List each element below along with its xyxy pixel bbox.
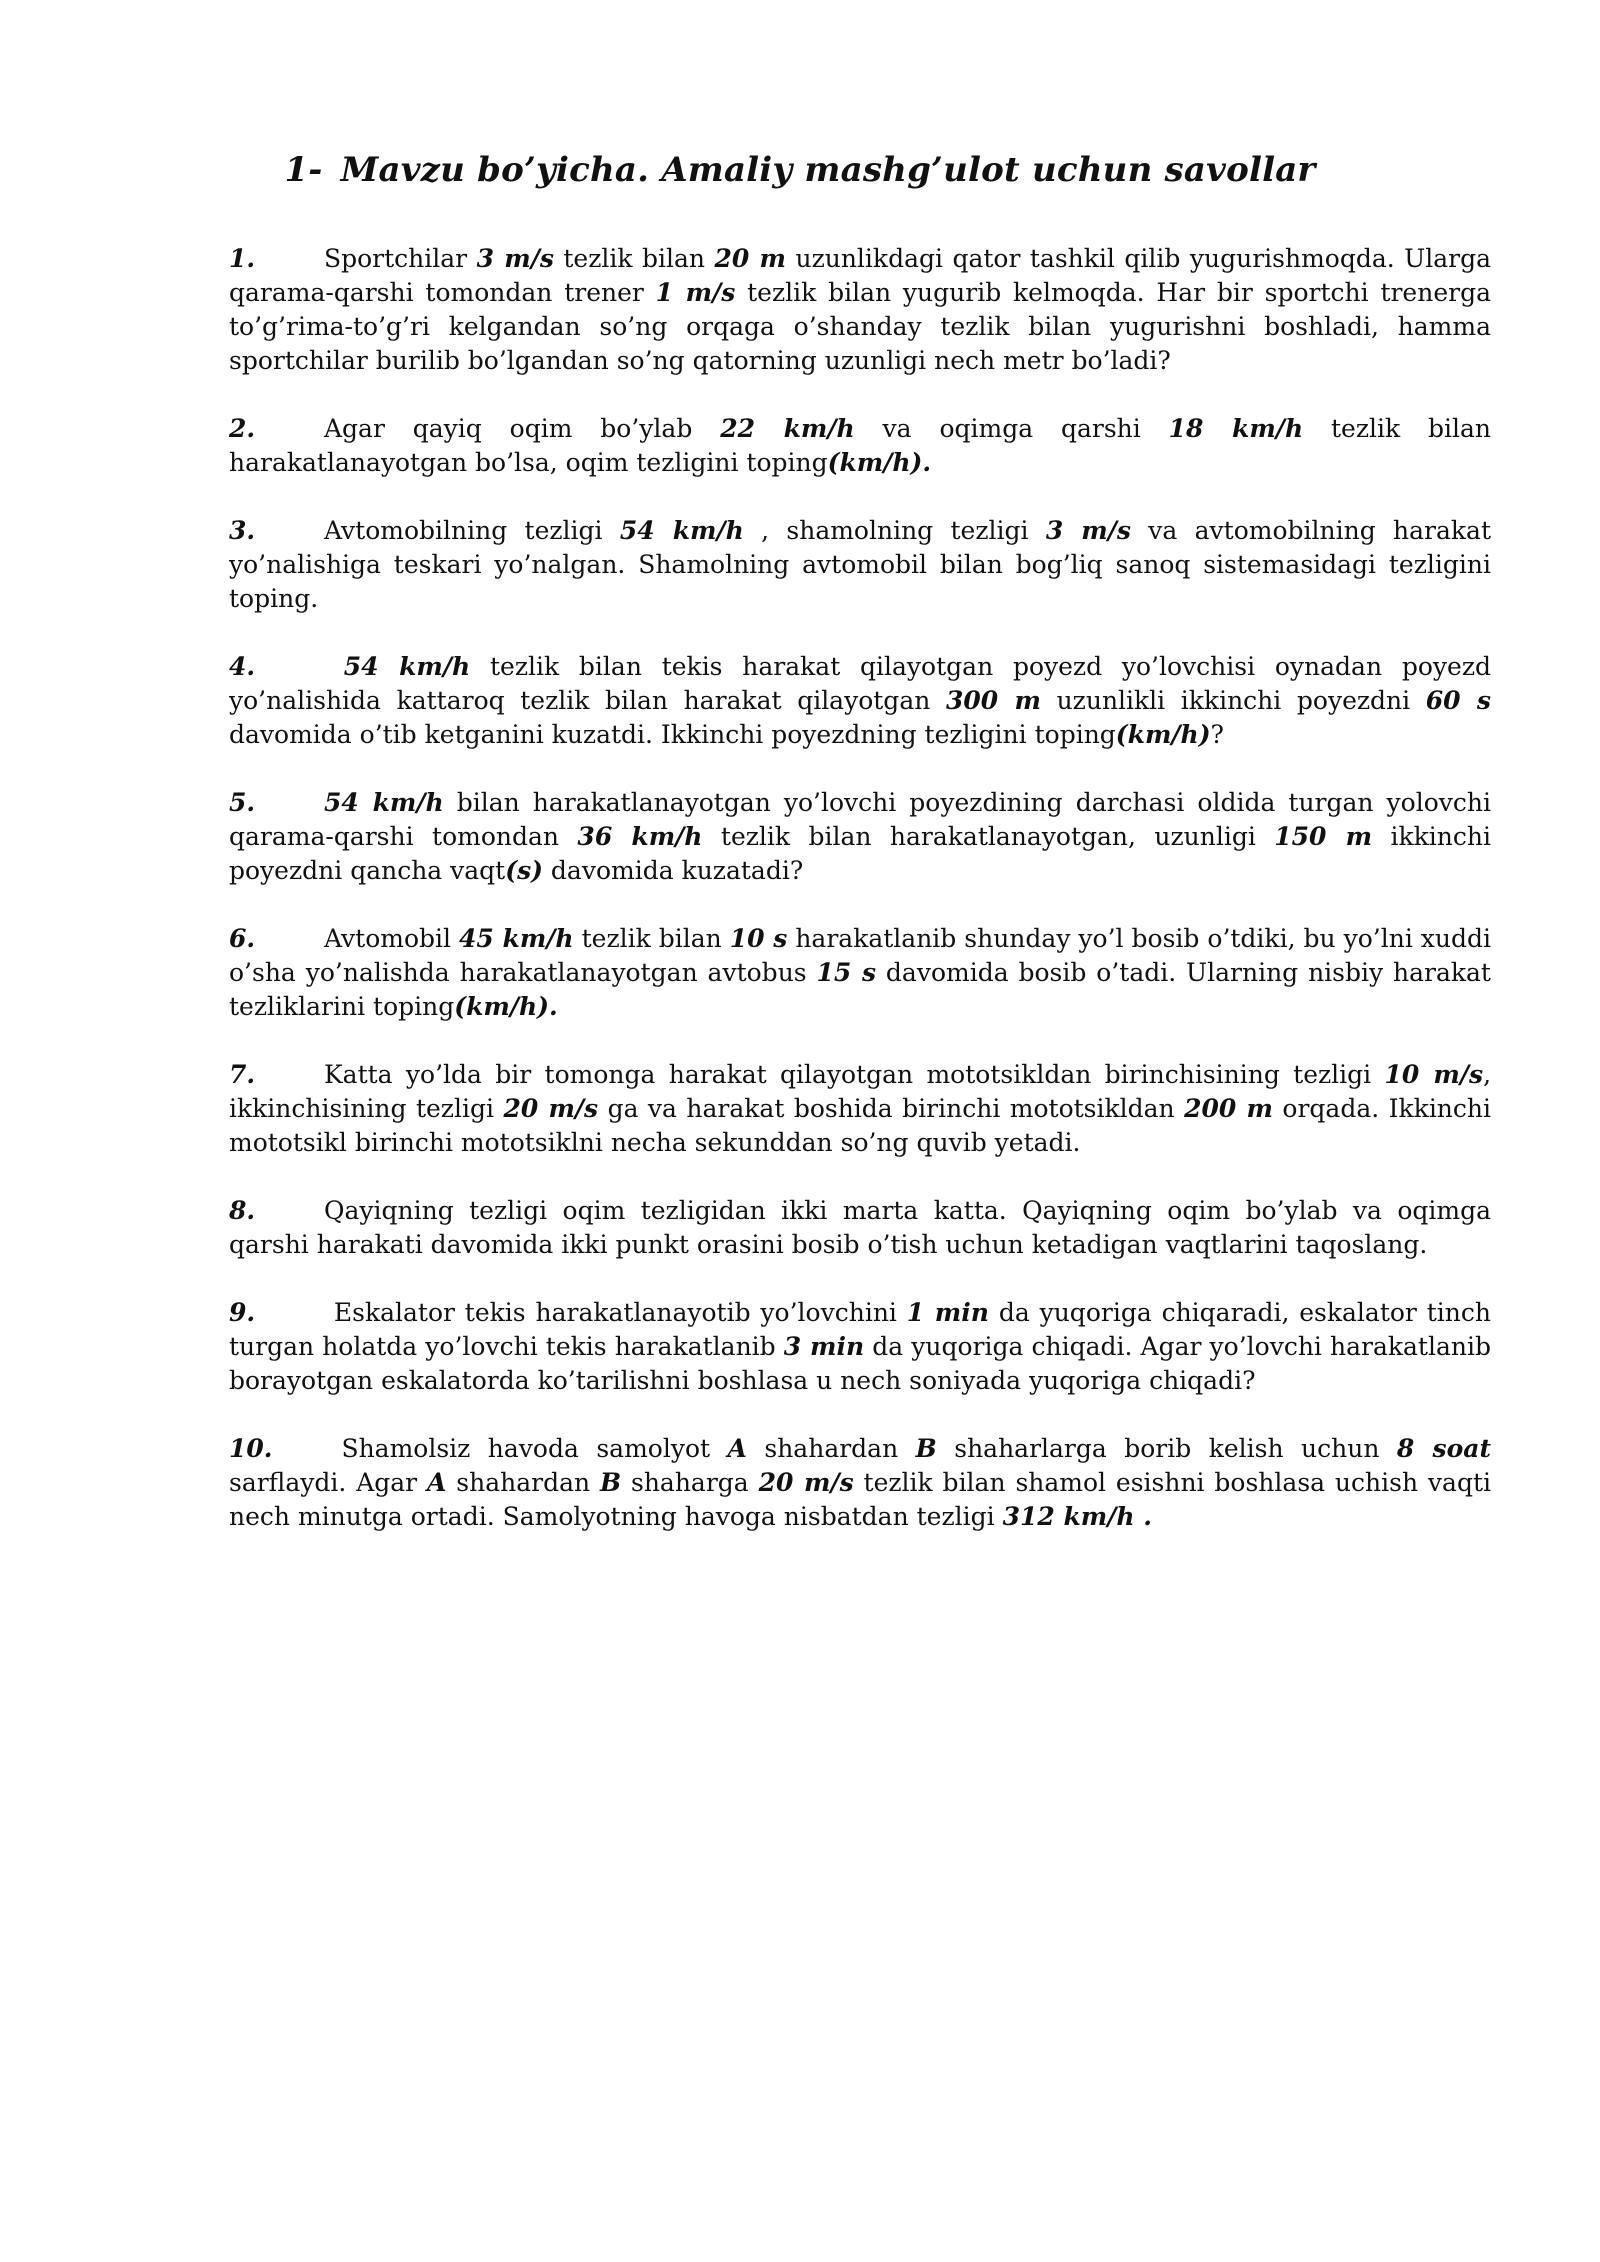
problem-text: , shamolning tezligi	[743, 516, 1046, 545]
problem-item	[229, 412, 1491, 480]
problem-number: 2.	[229, 414, 256, 443]
problem-text: Avtomobil	[324, 924, 459, 953]
problem-text: davomida o’tib ketganini kuzatdi. Ikkinchi poyezdning tezligini toping	[229, 720, 1116, 749]
problem-number: 4.	[229, 652, 256, 681]
problem-quantity: (km/h)	[1115, 720, 1211, 749]
problem-quantity: 150 m	[1274, 822, 1373, 851]
problem-text: ikkinchi poyezdni qancha vaqt	[229, 822, 1492, 885]
problem-text: davomida kuzatadi?	[542, 856, 804, 885]
problem-quantity: 10 m/s	[1384, 1060, 1484, 1089]
problem-number: 1.	[229, 244, 256, 273]
problem-text: harakatlanib shunday yo’l bosib o’tdiki, bu yo’lni xuddi o’sha yo’nalishda harakatlanayotgan avtobus	[229, 924, 1491, 987]
problem-quantity: 22 km/h	[720, 414, 855, 443]
problem-quantity: (km/h).	[454, 992, 558, 1021]
problem-text: sarflaydi. Agar	[229, 1468, 427, 1497]
problem-quantity: 60 s	[1425, 686, 1491, 715]
problem-list	[229, 242, 1491, 1568]
problem-text: davomida bosib o’tadi. Ularning nisbiy harakat tezliklarini toping	[229, 958, 1491, 1021]
problem-text: va avtomobilning harakat yo’nalishiga teskari yo’nalgan. Shamolning avtomobil bilan bog’liq sanoq sistemasidagi tezligini toping.	[229, 516, 1491, 613]
problem-quantity: 3 m/s	[1045, 516, 1131, 545]
problem-item	[229, 1194, 1491, 1262]
problem-quantity: 200 m	[1184, 1094, 1273, 1123]
problem-text: tezlik bilan harakatlanayotgan, uzunligi	[702, 822, 1275, 851]
problem-number: 9.	[229, 1298, 256, 1327]
problem-quantity: B	[599, 1468, 622, 1497]
problem-item	[229, 1058, 1491, 1160]
problem-text: Agar qayiq oqim bo’ylab	[324, 414, 721, 443]
problem-text: tezlik bilan shamol esishni boshlasa uchish vaqti nech minutga ortadi. Samolyotning havoga nisbatdan tezligi	[229, 1468, 1492, 1531]
problem-text: uzunlikli ikkinchi poyezdni	[1040, 686, 1426, 715]
problem-item	[229, 514, 1491, 616]
problem-text: Eskalator tekis harakatlanayotib yo’lovchini	[324, 1298, 907, 1327]
problem-quantity: (s)	[505, 856, 543, 885]
problem-text: tezlik bilan yugurib kelmoqda. Har bir sportchi trenerga to’g’rima-to’g’ri kelgandan so’ng orqaga o’shanday tezlik bilan yugurishni boshladi, hamma sportchilar burilib bo’lgandan so’ng qatorning uzunligi nech metr bo’ladi?	[229, 278, 1491, 375]
problem-quantity: 1 min	[906, 1298, 989, 1327]
problem-text: Sportchilar	[324, 244, 477, 273]
problem-text: Shamolsiz havoda samolyot	[324, 1434, 728, 1463]
problem-text: ga va harakat boshida birinchi mototsikldan	[598, 1094, 1185, 1123]
problem-quantity: 54 km/h	[343, 652, 471, 681]
problem-quantity: 1 m/s	[655, 278, 736, 307]
problem-text: orqada. Ikkinchi mototsikl birinchi mototsiklni necha sekunddan so’ng quvib yetadi.	[229, 1094, 1492, 1157]
problem-text: Avtomobilning tezligi	[324, 516, 620, 545]
problem-number: 3.	[229, 516, 256, 545]
problem-quantity: 20 m/s	[758, 1468, 854, 1497]
problem-text: bilan harakatlanayotgan yo’lovchi poyezdining darchasi oldida turgan yolovchi qarama-qarshi tomondan	[229, 788, 1491, 851]
problem-text: tezlik bilan harakatlanayotgan bo’lsa, oqim tezligini toping	[229, 414, 1492, 477]
problem-quantity: 54 km/h	[619, 516, 744, 545]
problem-text: da yuqoriga chiqadi. Agar yo’lovchi harakatlanib borayotgan eskalatorda ko’tarilishni boshlasa u nech soniyada yuqoriga chiqadi?	[229, 1332, 1491, 1395]
problem-text: Katta yo’lda bir tomonga harakat qilayotgan mototsikldan birinchisining tezligi	[324, 1060, 1385, 1089]
problem-quantity: 10 s	[729, 924, 788, 953]
problem-item	[229, 242, 1491, 378]
problem-quantity: 3 m/s	[476, 244, 554, 273]
problem-quantity: 8 soat	[1396, 1434, 1491, 1463]
problem-text: shaharga	[621, 1468, 759, 1497]
problem-text: da yuqoriga chiqaradi, eskalator tinch turgan holatda yo’lovchi tekis harakatlanib	[229, 1298, 1491, 1361]
problem-quantity: 20 m	[714, 244, 786, 273]
problem-quantity: B	[915, 1434, 937, 1463]
problem-number: 8.	[229, 1196, 256, 1225]
problem-quantity: 3 min	[783, 1332, 865, 1361]
problem-quantity: 54 km/h	[324, 788, 444, 817]
problem-text: Qayiqning tezligi oqim tezligidan ikki marta katta. Qayiqning oqim bo’ylab va oqimga qarshi harakati davomida ikki punkt orasini bosib o’tish uchun ketadigan vaqtlarini taqoslang.	[229, 1196, 1491, 1259]
problem-quantity: A	[427, 1468, 447, 1497]
title-text: Mavzu bo’yicha. Amaliy mashg’ulot uchun savollar	[340, 150, 1316, 190]
problem-text: uzunlikdagi qator tashkil qilib yugurishmoqda. Ularga qarama-qarshi tomondan trener	[229, 244, 1491, 307]
problem-text: va oqimga qarshi	[854, 414, 1169, 443]
problem-text: tezlik bilan	[553, 244, 715, 273]
problem-number: 5.	[229, 788, 256, 817]
problem-text: shahardan	[746, 1434, 916, 1463]
problem-quantity: (km/h).	[827, 448, 932, 477]
problem-item	[229, 1296, 1491, 1398]
problem-item	[229, 922, 1491, 1024]
problem-quantity: 300 m	[945, 686, 1041, 715]
problem-item	[229, 786, 1491, 888]
problem-text: shaharlarga borib kelish uchun	[936, 1434, 1397, 1463]
problem-item	[229, 650, 1491, 752]
problem-text: ?	[1210, 720, 1224, 749]
problem-number: 7.	[229, 1060, 256, 1089]
problem-item	[229, 1432, 1491, 1534]
problem-quantity: 15 s	[816, 958, 877, 987]
problem-text: tezlik bilan tekis harakat qilayotgan poyezd yo’lovchisi oynadan poyezd yo’nalishida kattaroq tezlik bilan harakat qilayotgan	[229, 652, 1491, 715]
problem-quantity: 45 km/h	[459, 924, 574, 953]
problem-quantity: 18 km/h	[1168, 414, 1304, 443]
problem-number: 6.	[229, 924, 256, 953]
problem-text	[324, 652, 344, 681]
problem-quantity: 36 km/h	[577, 822, 703, 851]
title-number: 1-	[284, 150, 323, 190]
problem-text: shahardan	[446, 1468, 600, 1497]
problem-quantity: A	[727, 1434, 747, 1463]
page-title	[0, 150, 1600, 190]
problem-quantity: 312 km/h .	[1002, 1502, 1152, 1531]
problem-quantity: 20 m/s	[503, 1094, 599, 1123]
problem-text: tezlik bilan	[573, 924, 730, 953]
problem-number: 10.	[229, 1434, 273, 1463]
problem-text: , ikkinchisining tezligi	[229, 1060, 1492, 1123]
